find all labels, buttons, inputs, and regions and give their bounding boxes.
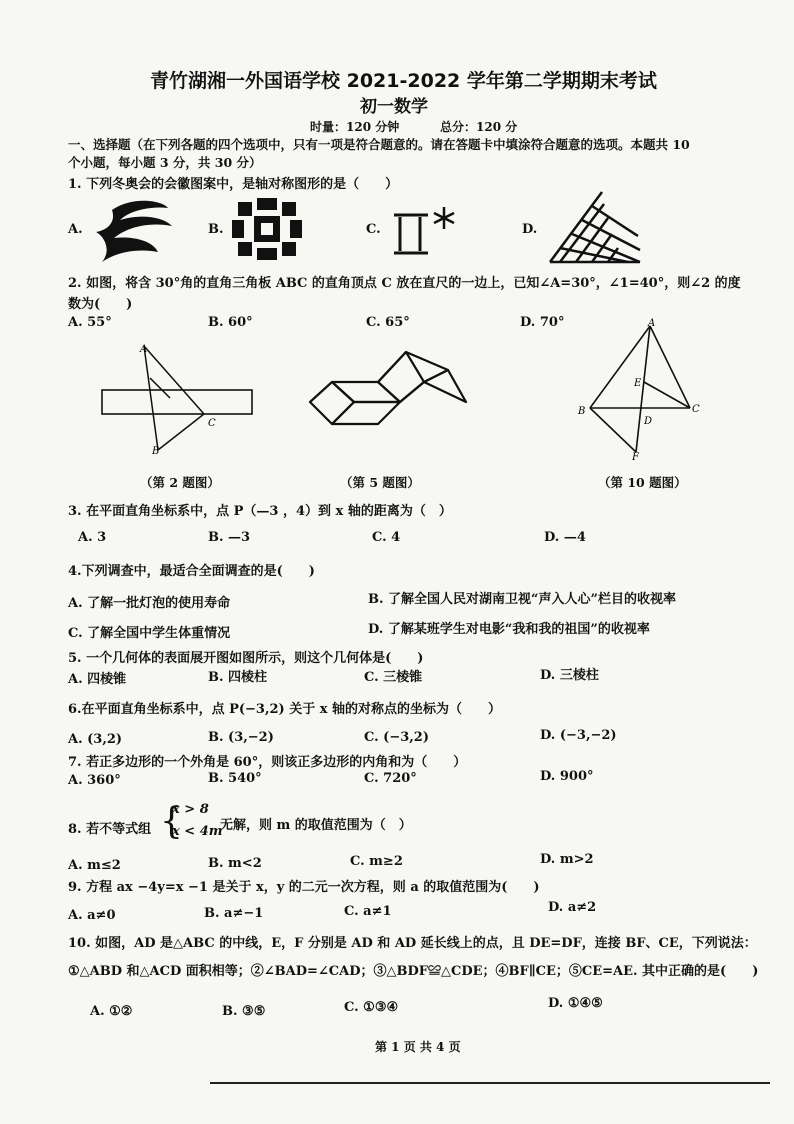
fig2-label-c: C [208,418,216,429]
q10-option-a: A. ①② [90,1004,133,1019]
q8-option-b: B. m<2 [208,856,262,871]
q8-brace: { [160,801,183,842]
exam-subject: 初一数学 [360,97,428,117]
q3-option-c: C. 4 [372,530,401,545]
emblem-c-image [392,205,467,260]
exam-time: 时量：120 分钟 [310,120,400,134]
fig10-label-d: D [644,416,653,427]
q8-stem-pre: 8. 若不等式组 [68,822,152,837]
q6-option-b: B. (3,−2) [208,730,274,745]
q1-option-b: B. [208,222,224,237]
page-number: 第 1 页 共 4 页 [375,1040,461,1054]
fig10-label-f: F [632,452,639,463]
q1-stem: 1. 下列冬奥会的会徽图案中，是轴对称图形的是（ ） [68,177,399,192]
q10-option-b: B. ③⑤ [222,1004,266,1019]
q5-option-d: D. 三棱柱 [540,668,599,683]
q10-stem-line1: 10. 如图，AD 是△ABC 的中线，E，F 分别是 AD 和 AD 延长线上的点，且 DE=DF，连接 BF、CE，下列说法： [68,936,757,951]
emblem-a-image [92,196,182,266]
q6-stem: 6.在平面直角坐标系中，点 P(−3,2) 关于 x 轴的对称点的坐标为（ ） [68,702,502,717]
q6-option-a: A. (3,2) [68,732,123,747]
section-intro-line1: 一、选择题（在下列各题的四个选项中，只有一项是符合题意的。请在答题卡中填涂符合题意的选项。本题共 10 [68,137,690,152]
fig10-label-e: E [634,378,642,389]
q1-option-c: C. [366,222,381,237]
q2-option-d: D. 70° [520,315,565,330]
fig10-label-a: A [648,318,656,329]
emblem-d-image [548,190,644,265]
fig10-label-c: C [692,404,700,415]
q10-option-c: C. ①③④ [344,1000,399,1015]
q9-option-c: C. a≠1 [344,904,392,919]
figure-10-triangle [578,318,708,463]
q2-stem-line1: 2. 如图，将含 30°角的直角三角板 ABC 的直角顶点 C 放在直尺的一边上，已知∠A=30°，∠1=40°，则∠2 的度 [68,276,741,291]
q2-option-c: C. 65° [366,315,410,330]
section-intro-line2: 个小题，每小题 3 分，共 30 分） [68,155,262,170]
q3-stem: 3. 在平面直角坐标系中，点 P（—3 ，4）到 x 轴的距离为（ ） [68,504,452,519]
q3-option-a: A. 3 [78,530,107,545]
exam-score: 总分：120 分 [440,120,518,134]
q9-option-d: D. a≠2 [548,900,597,915]
q8-inequality-1: x > 8 [172,802,209,817]
q6-option-c: C. (−3,2) [364,730,429,745]
figure-2-diagram [100,338,260,456]
q6-option-d: D. (−3,−2) [540,728,617,743]
q2-option-a: A. 55° [68,315,112,330]
q4-stem: 4.下列调查中，最适合全面调查的是( ) [68,564,315,579]
q9-option-a: A. a≠0 [68,908,116,923]
q3-option-b: B. —3 [208,530,251,545]
fig2-label-a: A [140,344,148,355]
q1-option-d: D. [522,222,538,237]
q7-stem: 7. 若正多边形的一个外角是 60°，则该正多边形的内角和为（ ） [68,755,467,770]
q7-option-a: A. 360° [68,773,121,788]
q5-stem: 5. 一个几何体的表面展开图如图所示，则这个几何体是( ) [68,651,424,666]
figure-2-caption: （第 2 题图） [140,475,220,490]
q9-stem: 9. 方程 ax −4y=x −1 是关于 x，y 的二元一次方程，则 a 的取值范围为( ) [68,880,540,895]
q4-option-d: D. 了解某班学生对电影“我和我的祖国”的收视率 [368,622,650,637]
bottom-rule [210,1082,770,1084]
q7-option-c: C. 720° [364,771,417,786]
figure-5-net [308,348,470,438]
fig2-label-b: B [152,446,160,457]
q3-option-d: D. —4 [544,530,586,545]
q5-option-a: A. 四棱锥 [68,672,127,687]
q10-option-d: D. ①④⑤ [548,996,603,1011]
q8-option-d: D. m>2 [540,852,594,867]
q8-option-a: A. m≤2 [68,858,121,873]
q8-stem-post: 无解，则 m 的取值范围为（ ） [220,818,412,833]
q5-option-b: B. 四棱柱 [208,670,268,685]
emblem-b-image [232,198,302,260]
q5-option-c: C. 三棱锥 [364,670,423,685]
q8-inequality-2: x < 4m [172,824,223,839]
q10-stem-line2: ①△ABD 和△ACD 面积相等；②∠BAD=∠CAD；③△BDF≌△CDE；④BF∥CE；⑤CE=AE. 其中正确的是( ) [68,964,759,979]
q7-option-d: D. 900° [540,769,594,784]
figure-10-caption: （第 10 题图） [598,475,687,490]
fig10-label-b: B [578,406,586,417]
q4-option-b: B. 了解全国人民对湖南卫视“声入人心”栏目的收视率 [368,592,676,607]
q4-option-a: A. 了解一批灯泡的使用寿命 [68,596,231,611]
q2-stem-line2: 数为( ) [68,297,133,312]
exam-title: 青竹湖湘一外国语学校 2021-2022 学年第二学期期末考试 [150,70,657,92]
q1-option-a: A. [68,222,83,237]
q7-option-b: B. 540° [208,771,262,786]
q9-option-b: B. a≠−1 [204,906,264,921]
q8-option-c: C. m≥2 [350,854,403,869]
q4-option-c: C. 了解全国中学生体重情况 [68,626,231,641]
q2-option-b: B. 60° [208,315,253,330]
figure-5-caption: （第 5 题图） [340,475,420,490]
